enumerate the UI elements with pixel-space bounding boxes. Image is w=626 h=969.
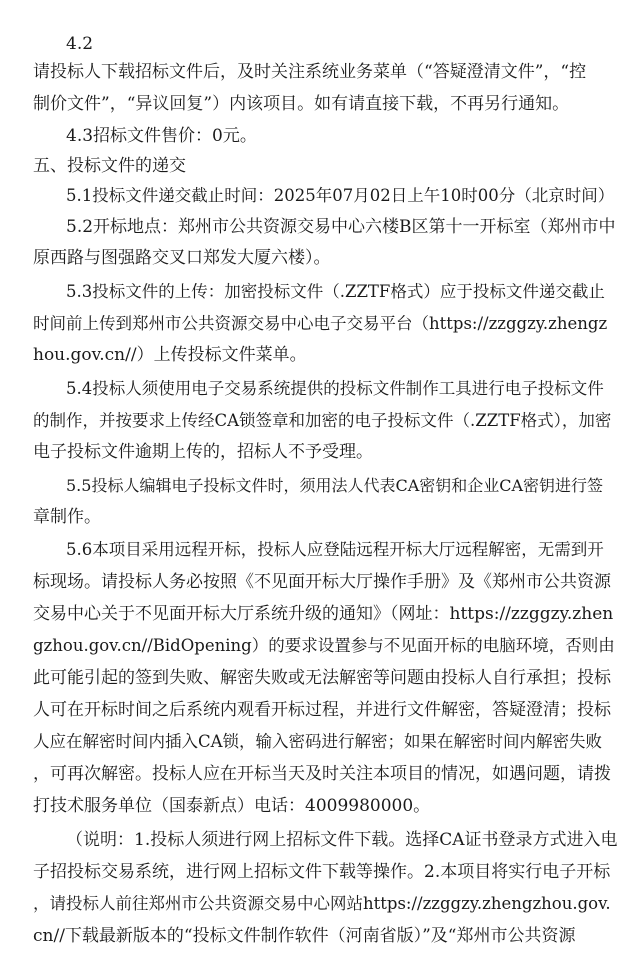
text-line: 制价文件”，“异议回复”）内该项目。如有请直接下载，不再另行通知。 [33,94,570,114]
text-line: 子招投标交易系统，进行网上招标文件下载等操作。2.本项目将实行电子开标 [33,862,611,882]
text-line: 4.2 [66,34,94,54]
text-line: 时间前上传到郑州市公共资源交易中心电子交易平台（https://zzggzy.zhengz [33,314,608,333]
text-line: ，请投标人前往郑州市公共资源交易中心网站https://zzggzy.zhengzhou.gov. [33,894,611,913]
text-line: 原西路与图强路交叉口郑发大厦六楼）。 [33,248,331,268]
text-line: 5.4投标人须使用电子交易系统提供的投标文件制作工具进行电子投标文件 [66,379,604,398]
text-line: 5.1投标文件递交截止时间：2025年07月02日上午10时00分（北京时间） [66,186,615,205]
text-line: （说明：1.投标人须进行网上招标文件下载。选择CA证书登录方式进入电 [66,830,618,850]
section-heading: 五、投标文件的递交 [33,156,186,176]
text-line: 5.5投标人编辑电子投标文件时，须用法人代表CA密钥和企业CA密钥进行签 [66,476,604,495]
text-line: gzhou.gov.cn//BidOpening）的要求设置参与不见面开标的电脑环境，否则由 [33,636,615,655]
text-line: 5.6本项目采用远程开标，投标人应登陆远程开标大厅远程解密，无需到开 [66,540,604,559]
text-line: cn//下载最新版本的“投标文件制作软件（河南省版）”及“郑州市公共资源 [33,926,576,946]
text-line: 的制作，并按要求上传经CA锁签章和加密的电子投标文件（.ZZTF格式），加密 [33,411,612,430]
text-line: 请投标人下载招标文件后，及时关注系统业务菜单（“答疑澄清文件”，“控 [33,62,587,82]
text-line: 章制作。 [33,507,101,527]
text-line: 标现场。请投标人务必按照《不见面开标大厅操作手册》及《郑州市公共资源 [33,572,611,592]
text-line: 交易中心关于不见面开标大厅系统升级的通知》（网址：https://zzggzy.zhen [33,604,614,624]
text-line: 5.3投标文件的上传：加密投标文件（.ZZTF格式）应于投标文件递交截止 [66,282,605,301]
text-line: 5.2开标地点：郑州市公共资源交易中心六楼B区第十一开标室（郑州市中 [66,217,616,237]
text-line: 人应在解密时间内插入CA锁，输入密码进行解密；如果在解密时间内解密失败 [33,732,603,751]
text-line: 4.3招标文件售价：0元。 [66,126,257,146]
text-line: 电子投标文件逾期上传的，招标人不予受理。 [33,442,373,462]
text-line: 人可在开标时间之后系统内观看开标过程，并进行文件解密，答疑澄清；投标 [33,700,611,720]
text-line: 此可能引起的签到失败、解密失败或无法解密等问题由投标人自行承担；投标 [33,668,611,688]
text-line: 打技术服务单位（国泰新点）电话：4009980000。 [33,796,431,816]
text-line: ，可再次解密。投标人应在开标当天及时关注本项目的情况，如遇问题，请拨 [33,764,611,784]
text-line: hou.gov.cn//）上传投标文件菜单。 [33,345,307,365]
